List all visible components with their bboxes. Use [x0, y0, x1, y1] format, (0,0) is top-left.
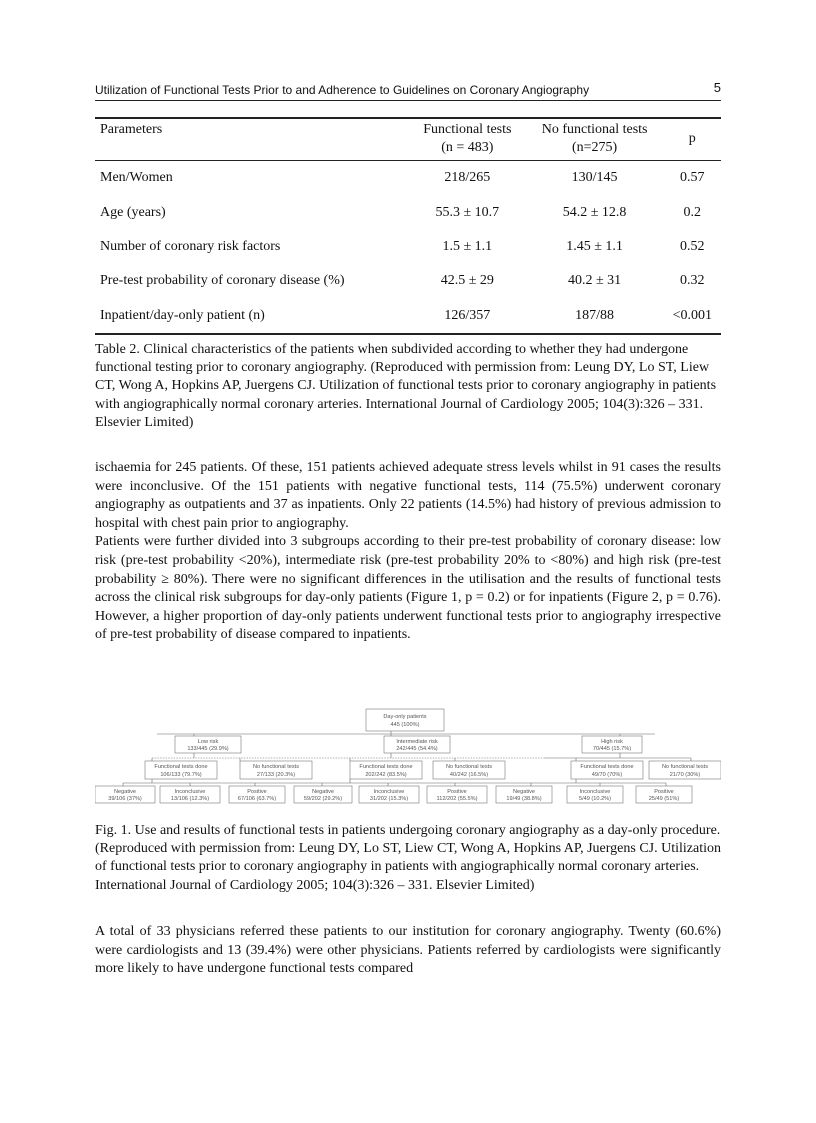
- result-label: Inconclusive: [579, 789, 611, 795]
- test-label: Functional tests done: [359, 764, 413, 770]
- test-node: [649, 761, 721, 779]
- cell-param: Age (years): [100, 204, 166, 220]
- paragraph: ischaemia for 245 patients. Of these, 151 patients achieved adequate stress levels whilst in 91 cases the results were inconclusive. Of the 151 patients with negative functional tests, 114 (75.5%) underwent coronary angiography as outpatients and 37 as inpatients. Only 22 patients (14.5%) had history of previous admission to hospital with chest pain prior to angiography.: [95, 460, 721, 531]
- table-row: [95, 264, 721, 298]
- result-value: 112/202 (55.5%): [436, 796, 478, 802]
- cell-nofunc: 130/145: [571, 170, 618, 186]
- cell-p: 0.57: [680, 170, 705, 186]
- table-row: [95, 299, 721, 334]
- result-node: [496, 786, 552, 803]
- test-label: Functional tests done: [580, 764, 634, 770]
- test-label: No functional tests: [252, 764, 300, 770]
- cell-func: 1.5 ± 1.1: [442, 238, 493, 254]
- cell-func: 126/357: [444, 307, 491, 323]
- test-label: No functional tests: [661, 764, 709, 770]
- risk-label: High risk: [601, 739, 623, 745]
- result-node: [229, 786, 285, 803]
- body-text-2: [95, 923, 721, 979]
- result-value: 13/106 (12.3%): [170, 796, 210, 802]
- result-label: Negative: [113, 789, 137, 795]
- test-node: [145, 761, 217, 779]
- risk-node-high: [582, 736, 642, 753]
- paragraph: Patients were further divided into 3 subgroups according to their pre-test probability of coronary disease: low risk (pre-test probability <20%), intermediate risk (pre-test probability 20% to <80%) and high risk (pre-test probability ≥ 80%). There were no significant differences in the utilisation and the results of functional tests across the clinical risk subgroups for day-only patients (Figure 1, p = 0.2) or for inpatients (Figure 2, p = 0.76). However, a higher proportion of day-only patients underwent functional tests prior to angiography irrespective of pre-test probability of disease compared to inpatients.: [95, 534, 721, 643]
- risk-label: Low risk: [197, 739, 219, 745]
- col-header-nofunctional-l1: No functional tests: [541, 122, 648, 137]
- result-label: Positive: [247, 789, 267, 795]
- cell-param: Inpatient/day-only patient (n): [100, 307, 265, 323]
- result-value: 67/106 (63.7%): [237, 796, 277, 802]
- test-node: [571, 761, 643, 779]
- test-value: 202/242 (83.5%): [365, 772, 407, 778]
- result-value: 59/202 (29.2%): [303, 796, 343, 802]
- risk-label: Intermediate risk: [396, 739, 438, 745]
- test-label: No functional tests: [445, 764, 493, 770]
- result-node: [636, 786, 692, 803]
- test-value: 21/70 (30%): [669, 772, 701, 778]
- result-node: [95, 786, 155, 803]
- result-value: 39/106 (37%): [108, 796, 142, 802]
- risk-node-low: [175, 736, 241, 753]
- figure-1: [95, 703, 721, 807]
- table-2: [95, 117, 721, 335]
- test-node: [240, 761, 312, 779]
- cell-nofunc: 54.2 ± 12.8: [562, 204, 627, 220]
- cell-param: Men/Women: [100, 170, 173, 186]
- table-row: [95, 195, 721, 229]
- running-header: [95, 80, 721, 101]
- result-value: 25/49 (51%): [648, 796, 680, 802]
- result-value: 5/49 (10.2%): [578, 796, 612, 802]
- risk-value: 242/445 (54.4%): [396, 746, 438, 752]
- root-label-1: Day-only patients: [383, 714, 427, 720]
- cell-func: 55.3 ± 10.7: [435, 204, 500, 220]
- cell-p: <0.001: [672, 307, 712, 323]
- cell-p: 0.2: [683, 204, 702, 220]
- col-header-functional: [409, 118, 526, 161]
- cell-p: 0.52: [680, 238, 705, 254]
- cell-nofunc: 187/88: [575, 307, 615, 323]
- result-value: 19/49 (38.8%): [506, 796, 542, 802]
- result-node: [294, 786, 352, 803]
- result-label: Negative: [512, 789, 536, 795]
- col-header-functional-l1: Functional tests: [423, 122, 512, 137]
- result-node: [160, 786, 220, 803]
- col-header-parameters: Parameters: [100, 122, 163, 137]
- paragraph: A total of 33 physicians referred these patients to our institution for coronary angiography. Twenty (60.6%) were cardiologists and 13 (39.4%) were other physicians. Patients referred by cardiologists were significantly more likely to have undergone functional tests compared: [95, 924, 721, 977]
- cell-nofunc: 40.2 ± 31: [568, 273, 622, 289]
- test-value: 27/133 (20.3%): [256, 772, 296, 778]
- risk-node-intermediate: [384, 736, 450, 753]
- table-row: [95, 161, 721, 196]
- col-header-p: p: [688, 131, 696, 146]
- root-label-2: 445 (100%): [390, 722, 420, 728]
- test-node: [350, 761, 422, 779]
- col-header-nofunctional: [526, 118, 664, 161]
- result-node: [567, 786, 623, 803]
- root-node: [366, 709, 444, 731]
- result-label: Inconclusive: [373, 789, 405, 795]
- table-caption: Table 2. Clinical characteristics of the patients when subdivided according to whether they had undergone functional testing prior to coronary angiography. (Reproduced with permission from: Leung DY, Lo ST, Liew CT, Wong A, Hopkins AP, Juergens CJ. Utilization of functional tests prior to coronary angiography in patients with angiographically normal coronary arteries. International Journal of Cardiology 2005; 104(3):326 – 331. Elsevier Limited): [95, 342, 717, 430]
- flowchart: [95, 703, 721, 807]
- result-label: Positive: [447, 789, 467, 795]
- cell-param: Number of coronary risk factors: [100, 238, 281, 254]
- cell-p: 0.32: [680, 273, 705, 289]
- running-title: Utilization of Functional Tests Prior to and Adherence to Guidelines on Coronary Angiography: [95, 83, 590, 97]
- test-value: 49/70 (70%): [591, 772, 623, 778]
- result-value: 31/202 (15.3%): [369, 796, 409, 802]
- result-label: Inconclusive: [174, 789, 206, 795]
- test-label: Functional tests done: [154, 764, 208, 770]
- result-label: Positive: [654, 789, 674, 795]
- risk-value: 133/445 (29.9%): [187, 746, 229, 752]
- figure-caption: Fig. 1. Use and results of functional tests in patients undergoing coronary angiography as a day-only procedure. (Reproduced with permission from: Leung DY, Lo ST, Liew CT, Wong A, Hopkins AP, Juergens CJ. Utilization of functional tests prior to coronary angiography in patients with angiographically normal coronary arteries. International Journal of Cardiology 2005; 104(3):326 – 331. Elsevier Limited): [95, 823, 721, 893]
- risk-value: 70/445 (15.7%): [592, 746, 632, 752]
- cell-func: 218/265: [444, 170, 491, 186]
- test-value: 40/242 (16.5%): [449, 772, 489, 778]
- body-text-1: [95, 459, 721, 645]
- result-node: [359, 786, 419, 803]
- table-row: [95, 230, 721, 264]
- cell-func: 42.5 ± 29: [440, 273, 494, 289]
- cell-param: Pre-test probability of coronary disease (%): [100, 273, 345, 289]
- table-header-row: [95, 118, 721, 161]
- result-label: Negative: [311, 789, 335, 795]
- page-number: 5: [713, 80, 721, 95]
- test-value: 106/133 (79.7%): [160, 772, 202, 778]
- cell-nofunc: 1.45 ± 1.1: [566, 238, 623, 254]
- col-header-nofunctional-l2: (n=275): [571, 140, 618, 155]
- col-header-functional-l2: (n = 483): [441, 140, 494, 155]
- result-node: [427, 786, 487, 803]
- test-node: [433, 761, 505, 779]
